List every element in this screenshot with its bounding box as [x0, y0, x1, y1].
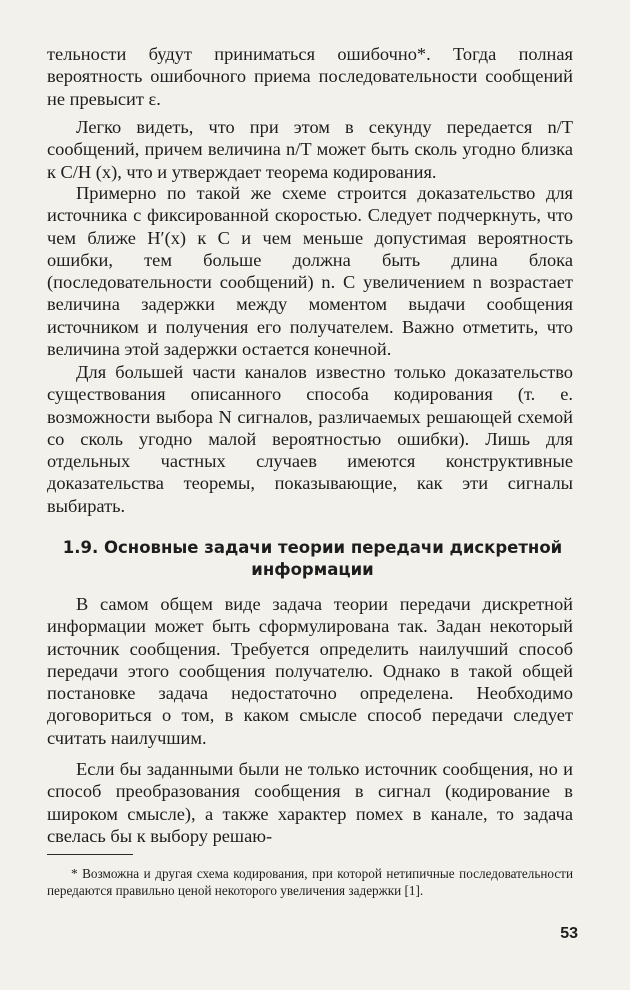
paragraph-6: Если бы заданными были не только источник сообщения, но и способ преобразования сообщения в сигнал (кодирование в широком смысле), а также характер помех в канале, то задача свелась бы к выбору решаю- [47, 759, 573, 846]
paragraph-2: Легко видеть, что при этом в секунду передается n/T сообщений, причем величина n/T может быть сколь угодно близка к C/H (x), что и утверждает теорема кодирования. [47, 117, 573, 182]
paragraph-3: Примерно по такой же схеме строится доказательство для источника с фиксированной скоростью. Следует подчеркнуть, что чем ближе H′(x) к C и чем меньше допустимая вероятность ошибки, тем больше должна быть длина блока (последовательности сообщений) n. С увеличением n возрастает величина задержки между моментом выдачи сообщения источником и получения его получателем. Важно отметить, что величина этой задержки остается конечной. [47, 183, 573, 360]
page-number: 53 [560, 925, 578, 942]
footnote-divider [47, 854, 133, 855]
paragraph-1: тельности будут приниматься ошибочно*. Тогда полная вероятность ошибочного приема последовательности сообщений не превысит ε. [47, 44, 573, 109]
section-heading: 1.9. Основные задачи теории передачи дискретной информации [62, 538, 563, 579]
paragraph-5: В самом общем виде задача теории передачи дискретной информации может быть сформулирована так. Задан некоторый источник сообщения. Требуется определить наилучший способ передачи этого сообщения получателю. Однако в такой общей постановке задача недостаточно определена. Необходимо договориться о том, в каком смысле способ передачи следует считать наилучшим. [47, 594, 573, 748]
footnote: * Возможна и другая схема кодирования, при которой нетипичные последовательности передаются правильно ценой некоторого увеличения задержки [1]. [47, 866, 573, 898]
paragraph-4: Для большей части каналов известно только доказательство существования описанного способа кодирования (т. е. возможности выбора N сигналов, различаемых решающей схемой со сколь угодно малой вероятностью ошибки). Лишь для отдельных частных случаев имеются конструктивные доказательства теоремы, показывающие, как эти сигналы выбирать. [47, 362, 573, 516]
